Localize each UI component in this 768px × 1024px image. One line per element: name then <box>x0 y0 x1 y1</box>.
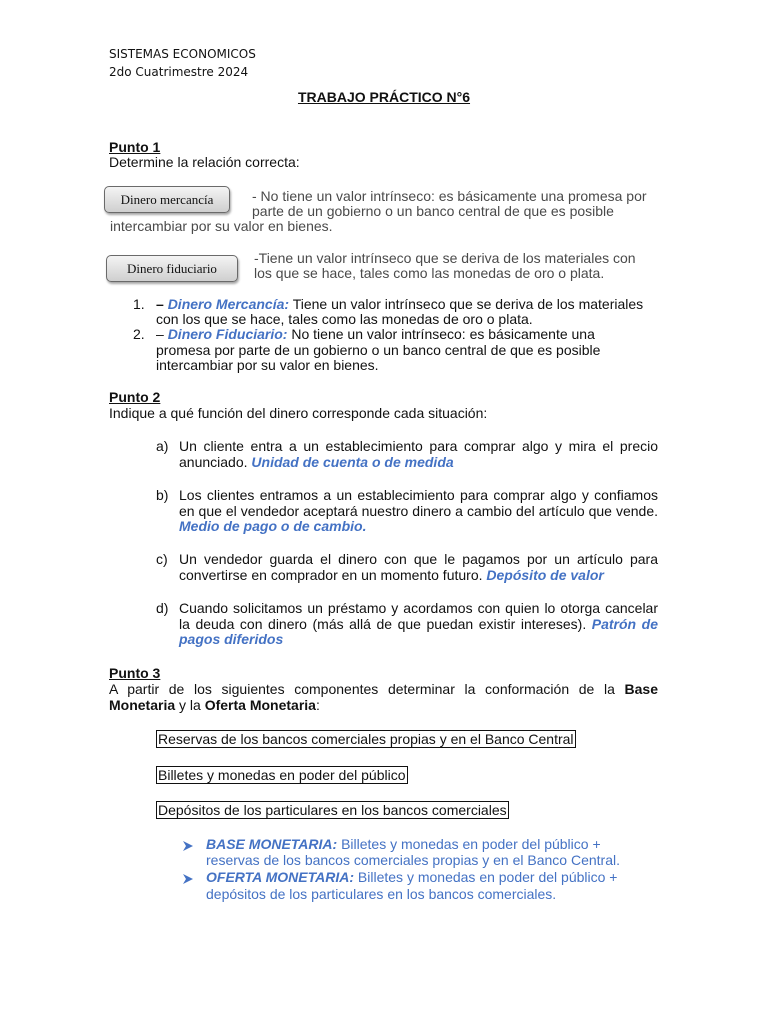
answer-text: con los que se hace, tales como las monedas de oro o plata. <box>156 311 533 327</box>
item-text: Cuando solicitamos un préstamo y acordamos con quien lo otorga cancelar la deuda con dinero (más allá de que puedan existir intereses). <box>179 600 658 632</box>
answer-text: intercambiar por su valor en bienes. <box>156 357 379 373</box>
item-text: Los clientes entramos a un establecimiento para comprar algo y confiamos en que el vendedor aceptará nuestro dinero a cambio del artículo que vende. <box>179 487 658 519</box>
answer-number: 2. <box>133 326 145 342</box>
item-letter: d) <box>156 600 169 616</box>
desc2-line2: los que se hace, tales como las monedas de oro o plata. <box>254 265 605 281</box>
answer-text: Tiene un valor intrínseco que se deriva de los materiales <box>289 296 644 312</box>
answer-dash: – <box>156 296 168 312</box>
bullet-text: reservas de los bancos comerciales propias y en el Banco Central. <box>206 852 620 868</box>
component-box: Billetes y monedas en poder del público <box>158 767 406 783</box>
instruction-text: : <box>315 696 320 713</box>
bullet-text: Billetes y monedas en poder del público + <box>354 869 618 885</box>
item-text: Un vendedor guarda el dinero con que le pagamos por un artículo para convertirse en comprador en un momento futuro. <box>179 551 658 583</box>
answer-term: Dinero Fiduciario: <box>167 326 288 342</box>
punto1-heading: Punto 1 <box>109 139 161 155</box>
item-letter: a) <box>156 438 169 454</box>
component-box: Depósitos de los particulares en los bancos comerciales <box>158 802 507 818</box>
list-item <box>179 601 658 648</box>
item-letter: c) <box>156 551 168 567</box>
bullet-term: BASE MONETARIA: <box>206 836 338 852</box>
item-text: Un cliente entra a un establecimiento para comprar algo y mira el precio anunciado. <box>179 438 658 470</box>
answer-number: 1. <box>133 296 145 312</box>
bullet-term: OFERTA MONETARIA: <box>206 869 355 885</box>
instruction-text: y la <box>175 696 205 713</box>
punto3-heading: Punto 3 <box>109 665 161 681</box>
desc2-line1: -Tiene un valor intrínseco que se deriva de los materiales con <box>254 250 636 266</box>
component-box: Reservas de los bancos comerciales propias y en el Banco Central <box>158 731 574 747</box>
punto1-instruction: Determine la relación correcta: <box>109 154 300 170</box>
bullet-line <box>206 837 601 853</box>
dinero-mercancia-button[interactable]: Dinero mercancía <box>104 186 230 213</box>
item-letter: b) <box>156 487 169 503</box>
course-name: SISTEMAS ECONOMICOS <box>109 47 256 61</box>
instruction-text: A partir de los siguientes componentes determinar la conformación de la <box>109 681 625 697</box>
punto3-instruction <box>109 682 658 713</box>
desc1-line2: parte de un gobierno o un banco central de que es posible <box>252 203 614 219</box>
desc1-line3: intercambiar por su valor en bienes. <box>110 218 333 234</box>
arrowhead-icon <box>182 873 194 885</box>
answer-dash: – <box>156 326 168 342</box>
answer-line <box>156 327 595 343</box>
item-answer: Unidad de cuenta o de medida <box>251 453 454 470</box>
arrowhead-icon <box>182 840 194 852</box>
list-item <box>179 439 658 470</box>
answer-text: No tiene un valor intrínseco: es básicamente una <box>287 326 595 342</box>
punto2-instruction: Indique a qué función del dinero corresponde cada situación: <box>109 405 488 421</box>
term-label: 2do Cuatrimestre 2024 <box>109 65 249 79</box>
item-answer: Patrón de pagos diferidos <box>179 615 658 647</box>
bullet-text: Billetes y monedas en poder del público + <box>337 836 601 852</box>
answer-term: Dinero Mercancía: <box>167 296 290 312</box>
desc1-line1: - No tiene un valor intrínseco: es básicamente una promesa por <box>252 188 647 204</box>
punto2-heading: Punto 2 <box>109 389 161 405</box>
instruction-bold: Base Monetaria <box>109 681 658 713</box>
bullet-text: depósitos de los particulares en los bancos comerciales. <box>206 886 557 902</box>
bullet-line <box>206 870 617 886</box>
item-answer: Medio de pago o de cambio. <box>179 518 367 534</box>
page-title: TRABAJO PRÁCTICO N°6 <box>297 89 471 105</box>
item-answer: Depósito de valor <box>486 566 604 583</box>
instruction-bold: Oferta Monetaria <box>204 696 316 713</box>
list-item <box>179 552 658 583</box>
dinero-fiduciario-button[interactable]: Dinero fiduciario <box>106 255 238 282</box>
list-item <box>179 488 658 535</box>
answer-text: promesa por parte de un gobierno o un banco central de que es posible <box>156 342 601 358</box>
